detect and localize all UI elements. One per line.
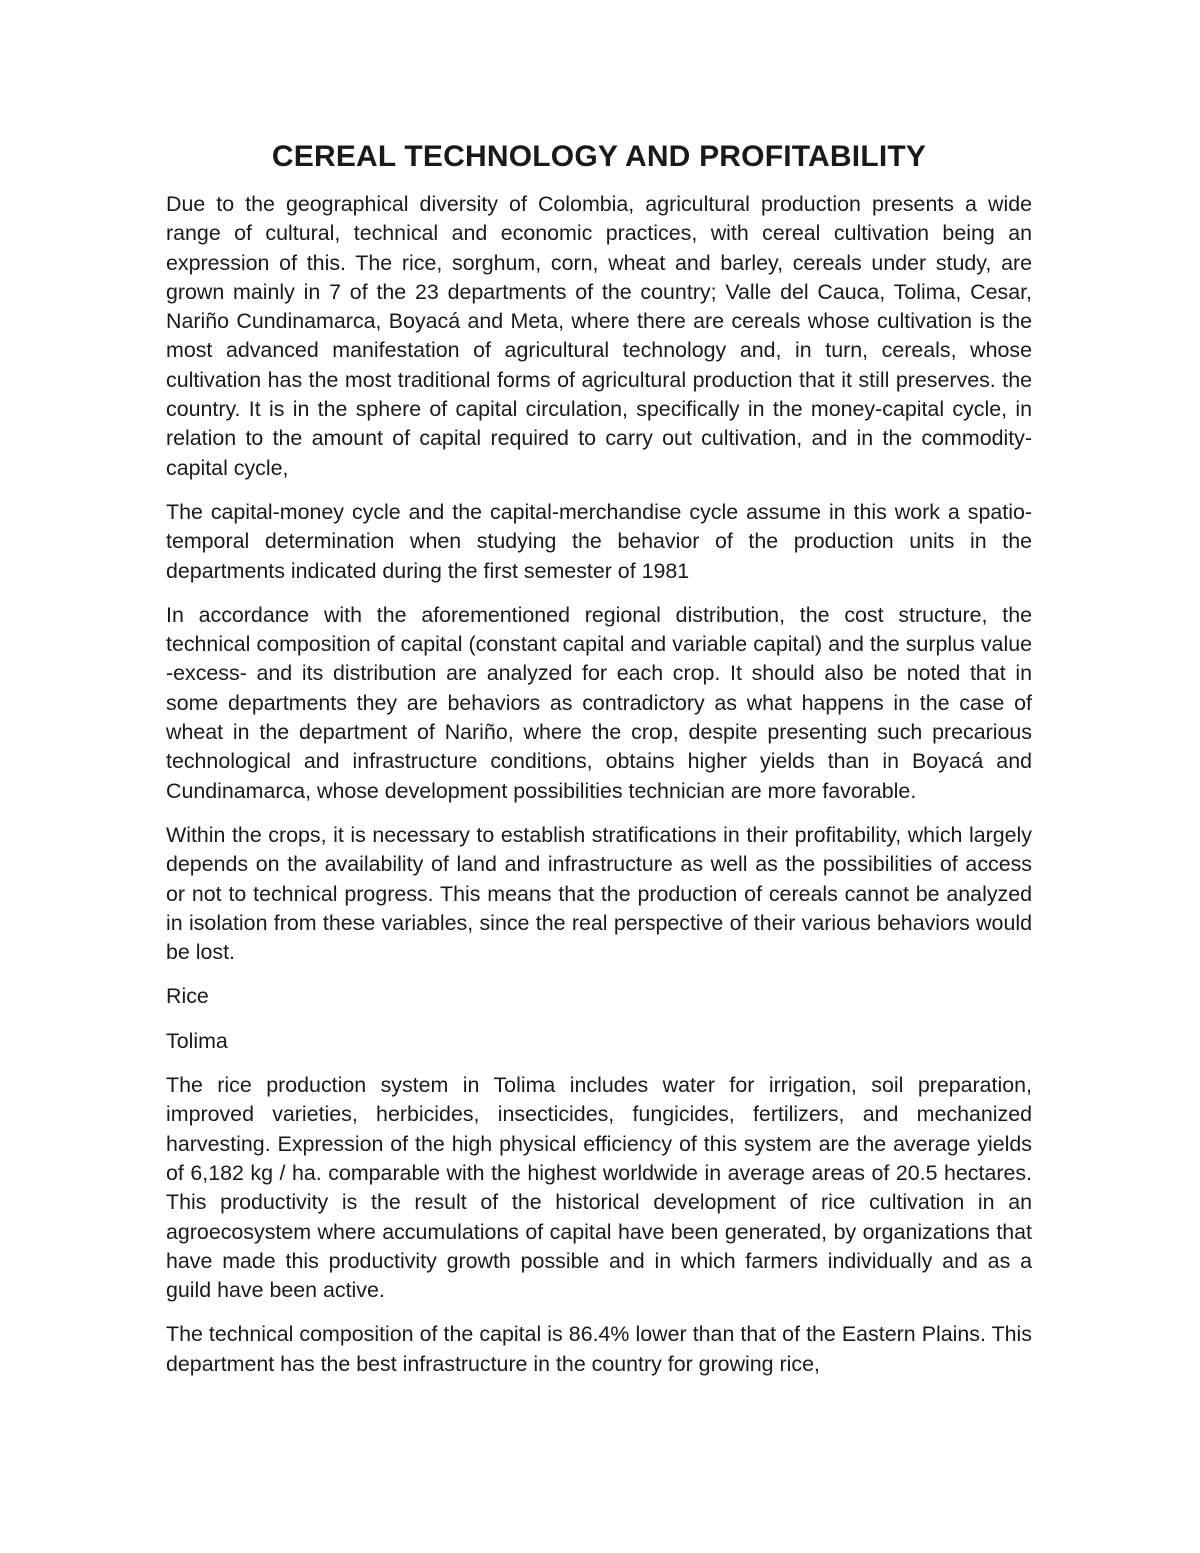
paragraph-geographical-diversity: Due to the geographical diversity of Colombia, agricultural production presents a wide range of cultural, technical and economic practices, with cereal cultivation being an expression of this. The rice, sorghum, corn, wheat and barley, cereals under study, are grown mainly in 7 of the 23 departments of the country; Valle del Cauca, Tolima, Cesar, Nariño Cundinamarca, Boyacá and Meta, where there are cereals whose cultivation is the most advanced manifestation of agricultural technology and, in turn, cereals, whose cultivation has the most traditional forms of agricultural production that it still preserves. the country. It is in the sphere of capital circulation, specifically in the money-capital cycle, in relation to the amount of capital required to carry out cultivation, and in the commodity-capital cycle,	[166, 192, 1032, 480]
section-heading-rice: Rice	[166, 984, 209, 1009]
document-page	[166, 140, 1032, 1394]
paragraph-tolima-rice-system: The rice production system in Tolima includes water for irrigation, soil preparation, improved varieties, herbicides, insecticides, fungicides, fertilizers, and mechanized harvesting. Expression of the high physical efficiency of this system are the average yields of 6,182 kg / ha. comparable with the highest worldwide in average areas of 20.5 hectares. This productivity is the result of the historical development of rice cultivation in an agroecosystem where accumulations of capital have been generated, by organizations that have made this productivity growth possible and in which farmers individually and as a guild have been active.	[166, 1073, 1032, 1303]
subsection-heading-tolima: Tolima	[166, 1028, 228, 1053]
paragraph-stratifications: Within the crops, it is necessary to establish stratifications in their profitability, which largely depends on the availability of land and infrastructure as well as the possibilities of access or not to technical progress. This means that the production of cereals cannot be analyzed in isolation from these variables, since the real perspective of their various behaviors would be lost.	[166, 822, 1032, 965]
document-title: CEREAL TECHNOLOGY AND PROFITABILITY	[271, 140, 927, 173]
paragraph-capital-cycles: The capital-money cycle and the capital-merchandise cycle assume in this work a spatio-temporal determination when studying the behavior of the production units in the departments indicated during the first semester of 1981	[166, 499, 1032, 583]
paragraph-regional-distribution: In accordance with the aforementioned regional distribution, the cost structure, the technical composition of capital (constant capital and variable capital) and the surplus value -excess- and its distribution are analyzed for each crop. It should also be noted that in some departments they are behaviors as contradictory as what happens in the case of wheat in the department of Nariño, where the crop, despite presenting such precarious technological and infrastructure conditions, obtains higher yields than in Boyacá and Cundinamarca, whose development possibilities technician are more favorable.	[166, 602, 1032, 803]
paragraph-technical-composition: The technical composition of the capital is 86.4% lower than that of the Eastern Plains. This department has the best infrastructure in the country for growing rice,	[166, 1322, 1032, 1376]
